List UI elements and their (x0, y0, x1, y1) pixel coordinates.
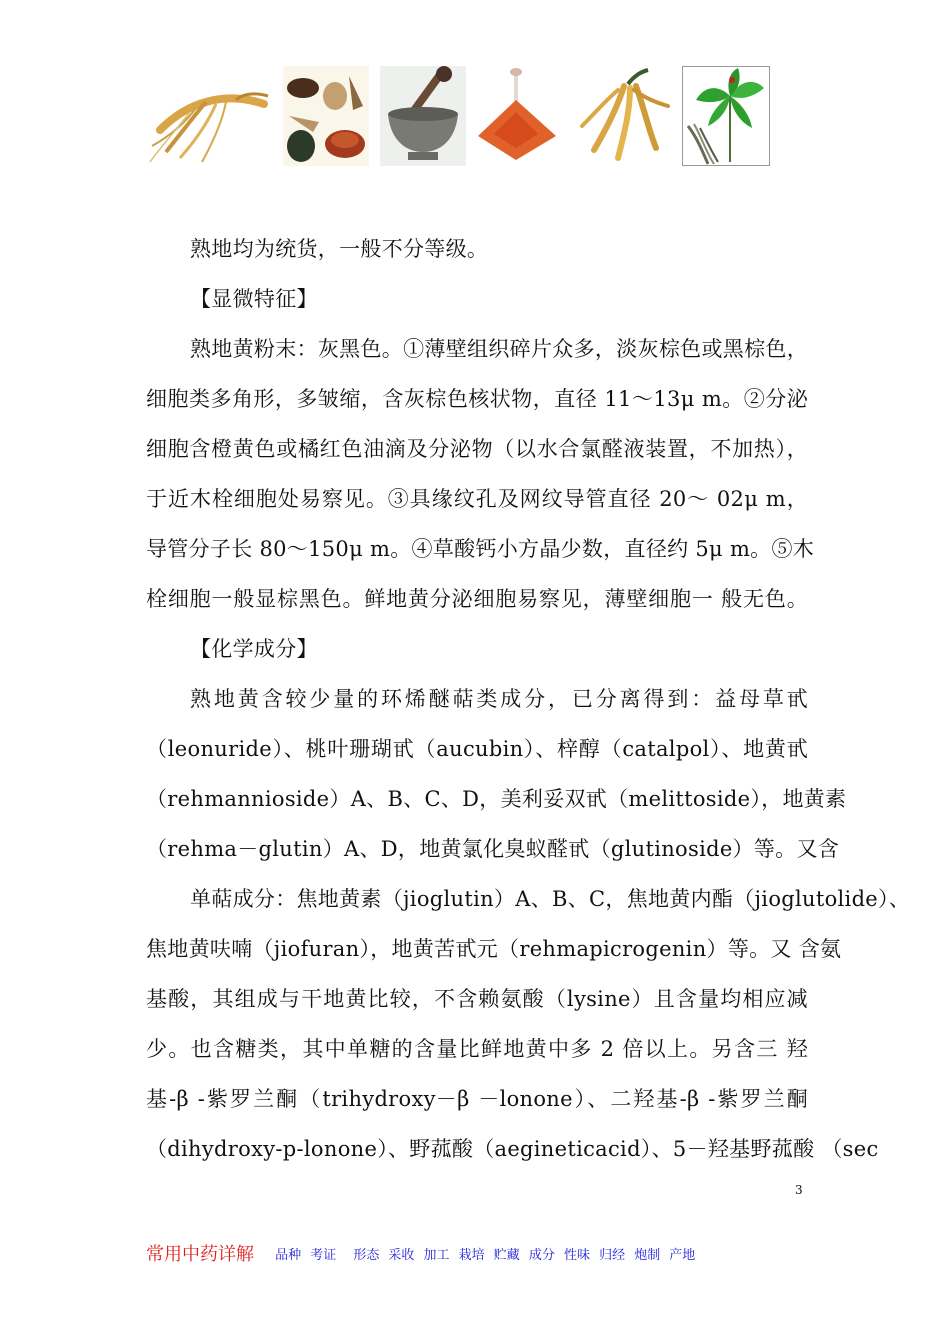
paragraph-line: 细胞含橙黄色或橘红色油滴及分泌物（以水合氯醛液装置，不加热）， (146, 437, 808, 461)
footer-link-harvest[interactable]: 采收 (388, 1247, 415, 1263)
footer-link-textual-research[interactable]: 考证 (310, 1247, 337, 1263)
paragraph-line: 栓细胞一般显棕黑色。鲜地黄分泌细胞易察见，薄壁细胞一 般无色。 (146, 587, 808, 611)
powder-pile-icon (474, 66, 560, 166)
paragraph-line: 基酸，其组成与干地黄比较，不含赖氨酸（lysine）且含量均相应减 (146, 987, 808, 1011)
footer-link-preparation[interactable]: 炮制 (634, 1247, 661, 1263)
footer-link-storage[interactable]: 贮藏 (493, 1247, 520, 1263)
footer-brand-title: 常用中药详解 (146, 1244, 254, 1265)
mortar-pestle-icon (380, 66, 466, 166)
body-text (146, 230, 911, 1180)
root-bundle-icon (578, 66, 674, 166)
footer-link-cultivation[interactable]: 栽培 (458, 1247, 485, 1263)
paragraph-line: 于近木栓细胞处易察见。③具缘纹孔及网纹导管直径 20～ 02μ m， (146, 487, 808, 511)
footer-link-composition[interactable]: 成分 (528, 1247, 555, 1263)
footer-nav (146, 1240, 699, 1266)
footer-link-origin[interactable]: 产地 (669, 1247, 696, 1263)
footer-link-variety[interactable]: 品种 (275, 1247, 302, 1263)
paragraph-line: 熟地均为统货，一般不分等级。 (190, 237, 489, 261)
footer-link-nature-taste[interactable]: 性味 (563, 1247, 590, 1263)
paragraph-line: 细胞类多角形，多皱缩，含灰棕色核状物，直径 11～13μ m。②分泌 (146, 387, 808, 411)
section-heading-microscopic: 【显微特征】 (190, 287, 318, 311)
paragraph-line: 熟地黄粉末：灰黑色。①薄壁组织碎片众多，淡灰棕色或黑棕色， (190, 337, 808, 361)
page-number: 3 (795, 1183, 803, 1197)
paragraph-line: 焦地黄呋喃（jiofuran），地黄苦甙元（rehmapicrogenin）等。又 含氨 (146, 937, 842, 961)
paragraph-line: 导管分子长 80～150μ m。④草酸钙小方晶少数，直径约 5μ m。⑤木 (146, 537, 815, 561)
header-image-banner (0, 66, 950, 166)
footer-link-morphology[interactable]: 形态 (353, 1247, 380, 1263)
leafy-plant-icon (682, 66, 770, 166)
paragraph-line: （leonuride）、桃叶珊瑚甙（aucubin）、梓醇（catalpol）、地黄甙 (146, 737, 808, 761)
paragraph-line: （dihydroxy-p-lonone）、野菰酸（aegineticacid）、5－羟基野菰酸 （sec (146, 1137, 879, 1161)
footer-link-meridian[interactable]: 归经 (599, 1247, 626, 1263)
herb-slices-icon (283, 66, 369, 166)
paragraph-line: （rehmannioside）A、B、C、D，美利妥双甙（melittoside），地黄素 (146, 787, 847, 811)
footer-link-processing[interactable]: 加工 (423, 1247, 450, 1263)
paragraph-line: 基-β -紫罗兰酮（trihydroxy－β －lonone）、二羟基-β -紫罗兰酮 (146, 1087, 808, 1111)
paragraph-line: （rehma－glutin）A、D，地黄氯化臭蚁醛甙（glutinoside）等。又含 (146, 837, 840, 861)
ginseng-root-icon (146, 66, 272, 166)
paragraph-line: 熟地黄含较少量的环烯醚萜类成分，已分离得到：益母草甙 (190, 687, 808, 711)
section-heading-chemistry: 【化学成分】 (190, 637, 318, 661)
paragraph-line: 单萜成分：焦地黄素（jioglutin）A、B、C，焦地黄内酯（jioglutolide）、 (190, 887, 911, 911)
paragraph-line: 少。也含糖类，其中单糖的含量比鲜地黄中多 2 倍以上。另含三 羟 (146, 1037, 808, 1061)
